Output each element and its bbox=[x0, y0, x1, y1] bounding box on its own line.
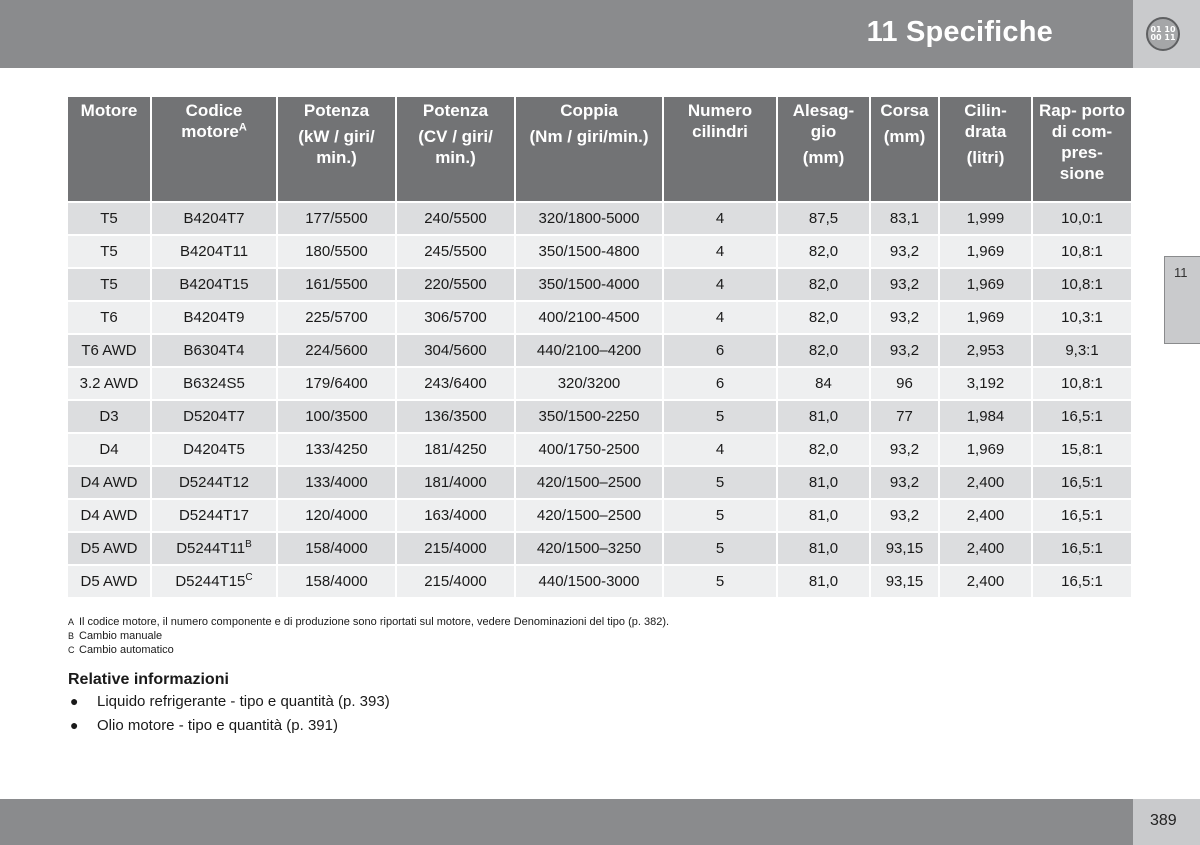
table-row bbox=[68, 235, 1131, 268]
cell-kw: 158/4000 bbox=[277, 565, 396, 598]
footnote-ref: B bbox=[245, 539, 252, 550]
cell-corsa: 93,2 bbox=[870, 466, 939, 499]
cell-codice: B4204T15 bbox=[151, 268, 277, 301]
cell-cilindri: 5 bbox=[663, 466, 777, 499]
table-row bbox=[68, 334, 1131, 367]
cell-motore: D3 bbox=[68, 400, 151, 433]
cell-coppia: 350/1500-4000 bbox=[515, 268, 663, 301]
header-cilindrata: Cilin- drata (litri) bbox=[939, 97, 1032, 202]
cell-codice: B6324S5 bbox=[151, 367, 277, 400]
cell-motore: D4 bbox=[68, 433, 151, 466]
cell-codice: B6304T4 bbox=[151, 334, 277, 367]
cell-kw: 120/4000 bbox=[277, 499, 396, 532]
cell-coppia: 350/1500-4800 bbox=[515, 235, 663, 268]
chapter-side-tab[interactable] bbox=[1164, 256, 1200, 344]
header-coppia: Coppia (Nm / giri/min.) bbox=[515, 97, 663, 202]
cell-cilindrata: 1,984 bbox=[939, 400, 1032, 433]
cell-alesaggio: 82,0 bbox=[777, 268, 870, 301]
chapter-icon bbox=[1146, 17, 1180, 51]
cell-kw: 177/5500 bbox=[277, 202, 396, 235]
header-corsa: Corsa (mm) bbox=[870, 97, 939, 202]
cell-cilindrata: 1,969 bbox=[939, 235, 1032, 268]
header-potenza-cv: Potenza (CV / giri/ min.) bbox=[396, 97, 515, 202]
cell-cilindrata: 1,969 bbox=[939, 268, 1032, 301]
cell-alesaggio: 81,0 bbox=[777, 499, 870, 532]
chapter-icon-line-1: 01 10 bbox=[1150, 25, 1176, 34]
cell-cv: 240/5500 bbox=[396, 202, 515, 235]
related-link-coolant[interactable]: ● Liquido refrigerante - tipo e quantità (p. 393) bbox=[70, 693, 390, 710]
cell-cilindri: 5 bbox=[663, 565, 777, 598]
related-link-engine-oil[interactable]: ● Olio motore - tipo e quantità (p. 391) bbox=[70, 717, 338, 734]
cell-coppia: 320/1800-5000 bbox=[515, 202, 663, 235]
cell-codice: D5204T7 bbox=[151, 400, 277, 433]
cell-cilindri: 6 bbox=[663, 367, 777, 400]
cell-cilindri: 5 bbox=[663, 499, 777, 532]
chapter-icon-line-2: 00 11 bbox=[1150, 33, 1176, 42]
cell-corsa: 93,2 bbox=[870, 334, 939, 367]
related-info-heading: Relative informazioni bbox=[68, 671, 229, 688]
cell-rapporto: 16,5:1 bbox=[1032, 532, 1131, 565]
footnote-ref-a: A bbox=[238, 121, 247, 134]
cell-cv: 306/5700 bbox=[396, 301, 515, 334]
footer-bar bbox=[0, 799, 1133, 845]
header-alesaggio: Alesag- gio (mm) bbox=[777, 97, 870, 202]
cell-cilindrata: 2,400 bbox=[939, 565, 1032, 598]
cell-motore: T5 bbox=[68, 202, 151, 235]
cell-motore: 3.2 AWD bbox=[68, 367, 151, 400]
cell-kw: 158/4000 bbox=[277, 532, 396, 565]
cell-corsa: 93,2 bbox=[870, 433, 939, 466]
cell-coppia: 350/1500-2250 bbox=[515, 400, 663, 433]
cell-cilindrata: 1,999 bbox=[939, 202, 1032, 235]
table-header-row bbox=[68, 97, 1131, 202]
cell-coppia: 420/1500–2500 bbox=[515, 466, 663, 499]
table-row bbox=[68, 202, 1131, 235]
cell-motore: D4 AWD bbox=[68, 499, 151, 532]
table-row bbox=[68, 565, 1131, 598]
cell-rapporto: 16,5:1 bbox=[1032, 466, 1131, 499]
cell-corsa: 93,2 bbox=[870, 268, 939, 301]
cell-coppia: 420/1500–3250 bbox=[515, 532, 663, 565]
table-row bbox=[68, 532, 1131, 565]
cell-coppia: 440/1500-3000 bbox=[515, 565, 663, 598]
cell-kw: 180/5500 bbox=[277, 235, 396, 268]
cell-rapporto: 10,8:1 bbox=[1032, 235, 1131, 268]
cell-cv: 243/6400 bbox=[396, 367, 515, 400]
cell-kw: 100/3500 bbox=[277, 400, 396, 433]
header-potenza-kw: Potenza (kW / giri/ min.) bbox=[277, 97, 396, 202]
cell-codice: D4204T5 bbox=[151, 433, 277, 466]
cell-coppia: 440/2100–4200 bbox=[515, 334, 663, 367]
cell-motore: D5 AWD bbox=[68, 532, 151, 565]
cell-coppia: 320/3200 bbox=[515, 367, 663, 400]
cell-cv: 163/4000 bbox=[396, 499, 515, 532]
cell-cilindrata: 2,400 bbox=[939, 499, 1032, 532]
cell-kw: 179/6400 bbox=[277, 367, 396, 400]
cell-cilindrata: 3,192 bbox=[939, 367, 1032, 400]
cell-cilindri: 6 bbox=[663, 334, 777, 367]
cell-corsa: 93,2 bbox=[870, 235, 939, 268]
cell-kw: 133/4250 bbox=[277, 433, 396, 466]
cell-rapporto: 16,5:1 bbox=[1032, 565, 1131, 598]
cell-codice: B4204T11 bbox=[151, 235, 277, 268]
cell-kw: 161/5500 bbox=[277, 268, 396, 301]
cell-motore: D4 AWD bbox=[68, 466, 151, 499]
side-tab-label: 11 bbox=[1174, 265, 1188, 280]
cell-cilindrata: 2,400 bbox=[939, 466, 1032, 499]
cell-corsa: 77 bbox=[870, 400, 939, 433]
cell-cv: 181/4000 bbox=[396, 466, 515, 499]
cell-cilindri: 4 bbox=[663, 433, 777, 466]
cell-corsa: 83,1 bbox=[870, 202, 939, 235]
cell-motore: D5 AWD bbox=[68, 565, 151, 598]
cell-cilindri: 5 bbox=[663, 400, 777, 433]
cell-corsa: 93,15 bbox=[870, 532, 939, 565]
related-info-list bbox=[68, 692, 398, 740]
footnotes bbox=[68, 615, 669, 657]
footnote-ref: C bbox=[245, 572, 253, 583]
cell-cilindrata: 1,969 bbox=[939, 433, 1032, 466]
cell-cilindri: 4 bbox=[663, 268, 777, 301]
cell-cilindrata: 1,969 bbox=[939, 301, 1032, 334]
table-row bbox=[68, 466, 1131, 499]
cell-rapporto: 10,3:1 bbox=[1032, 301, 1131, 334]
cell-alesaggio: 81,0 bbox=[777, 400, 870, 433]
chapter-title: 11 Specifiche bbox=[866, 16, 1053, 48]
header-numero-cilindri: Numero cilindri bbox=[663, 97, 777, 202]
cell-codice: B4204T7 bbox=[151, 202, 277, 235]
cell-cv: 215/4000 bbox=[396, 565, 515, 598]
footnote-a: A Il codice motore, il numero componente e di produzione sono riportati sul motore, vedere Denominazioni del tipo (p. 382). bbox=[68, 616, 670, 628]
cell-rapporto: 16,5:1 bbox=[1032, 400, 1131, 433]
cell-rapporto: 10,0:1 bbox=[1032, 202, 1131, 235]
cell-alesaggio: 82,0 bbox=[777, 433, 870, 466]
cell-coppia: 400/1750-2500 bbox=[515, 433, 663, 466]
engine-spec-table bbox=[68, 97, 1131, 599]
header-bar bbox=[0, 0, 1133, 68]
cell-coppia: 400/2100-4500 bbox=[515, 301, 663, 334]
bullet-icon: ● bbox=[70, 693, 79, 709]
footnote-c: C Cambio automatico bbox=[68, 644, 174, 656]
cell-cv: 215/4000 bbox=[396, 532, 515, 565]
cell-codice: $D5244T15^C$ bbox=[151, 565, 277, 598]
cell-motore: T6 AWD bbox=[68, 334, 151, 367]
cell-cv: 220/5500 bbox=[396, 268, 515, 301]
cell-cilindri: 5 bbox=[663, 532, 777, 565]
cell-codice: D5244T12 bbox=[151, 466, 277, 499]
cell-cv: 304/5600 bbox=[396, 334, 515, 367]
cell-cilindri: 4 bbox=[663, 301, 777, 334]
cell-corsa: 93,15 bbox=[870, 565, 939, 598]
cell-cv: 181/4250 bbox=[396, 433, 515, 466]
cell-rapporto: 16,5:1 bbox=[1032, 499, 1131, 532]
footnote-b: B Cambio manuale bbox=[68, 630, 163, 642]
cell-rapporto: 15,8:1 bbox=[1032, 433, 1131, 466]
cell-kw: 133/4000 bbox=[277, 466, 396, 499]
cell-alesaggio: 82,0 bbox=[777, 235, 870, 268]
header-codice-motore: Codice motore$^A$ bbox=[151, 97, 277, 202]
cell-alesaggio: 82,0 bbox=[777, 301, 870, 334]
bullet-icon: ● bbox=[70, 717, 79, 733]
cell-alesaggio: 87,5 bbox=[777, 202, 870, 235]
cell-cilindrata: 2,400 bbox=[939, 532, 1032, 565]
cell-cilindrata: 2,953 bbox=[939, 334, 1032, 367]
table-row bbox=[68, 367, 1131, 400]
table-row bbox=[68, 499, 1131, 532]
cell-rapporto: 10,8:1 bbox=[1032, 367, 1131, 400]
cell-cilindri: 4 bbox=[663, 202, 777, 235]
cell-corsa: 96 bbox=[870, 367, 939, 400]
cell-codice: B4204T9 bbox=[151, 301, 277, 334]
cell-motore: T5 bbox=[68, 268, 151, 301]
header-rapporto-compressione: Rap- porto di com- pres- sione bbox=[1032, 97, 1131, 202]
cell-alesaggio: 81,0 bbox=[777, 565, 870, 598]
cell-motore: T6 bbox=[68, 301, 151, 334]
cell-alesaggio: 84 bbox=[777, 367, 870, 400]
cell-alesaggio: 82,0 bbox=[777, 334, 870, 367]
cell-kw: 225/5700 bbox=[277, 301, 396, 334]
table-row bbox=[68, 400, 1131, 433]
cell-cv: 136/3500 bbox=[396, 400, 515, 433]
cell-coppia: 420/1500–2500 bbox=[515, 499, 663, 532]
page-number: 389 bbox=[1150, 812, 1177, 829]
table-row bbox=[68, 433, 1131, 466]
cell-cilindri: 4 bbox=[663, 235, 777, 268]
cell-alesaggio: 81,0 bbox=[777, 466, 870, 499]
cell-alesaggio: 81,0 bbox=[777, 532, 870, 565]
header-motore: Motore bbox=[68, 97, 151, 202]
cell-rapporto: 10,8:1 bbox=[1032, 268, 1131, 301]
cell-codice: $D5244T11^B$ bbox=[151, 532, 277, 565]
cell-corsa: 93,2 bbox=[870, 499, 939, 532]
cell-codice: D5244T17 bbox=[151, 499, 277, 532]
cell-rapporto: 9,3:1 bbox=[1032, 334, 1131, 367]
cell-kw: 224/5600 bbox=[277, 334, 396, 367]
cell-motore: T5 bbox=[68, 235, 151, 268]
cell-cv: 245/5500 bbox=[396, 235, 515, 268]
table-row bbox=[68, 301, 1131, 334]
cell-corsa: 93,2 bbox=[870, 301, 939, 334]
table-row bbox=[68, 268, 1131, 301]
